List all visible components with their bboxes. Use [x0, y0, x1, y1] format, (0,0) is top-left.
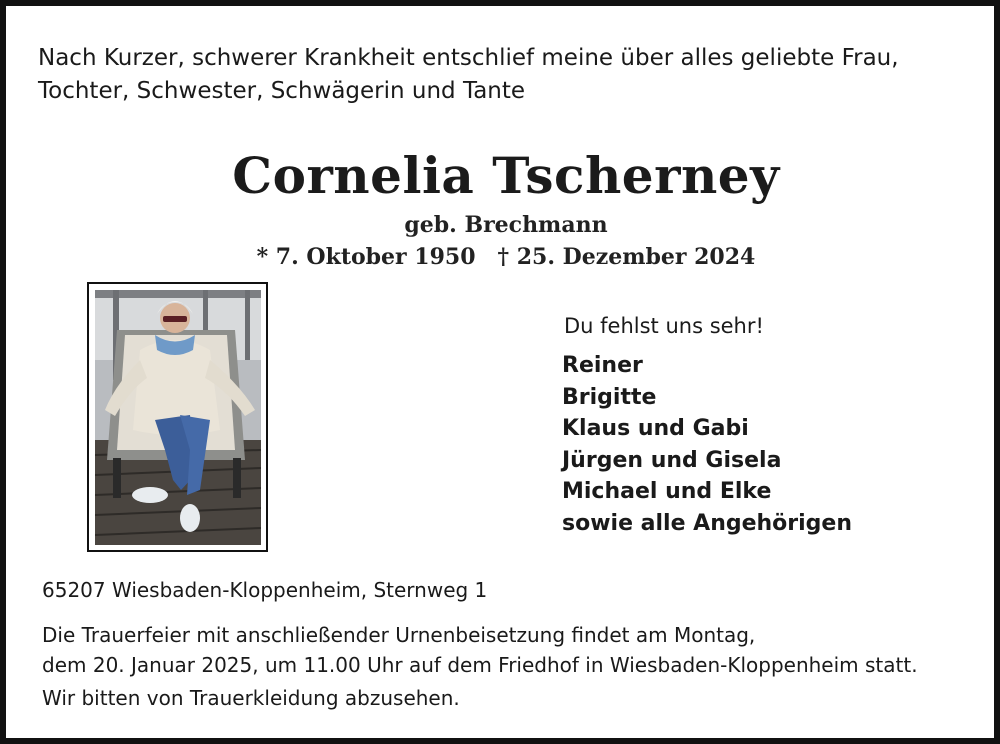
portrait-photo [87, 282, 268, 552]
intro-text [38, 42, 958, 108]
deceased-name: Cornelia Tscherney [232, 146, 780, 205]
maiden-name: geb. Brechmann [404, 212, 608, 238]
dress-request: Wir bitten von Trauerkleidung abzusehen. [42, 686, 460, 710]
motto-text: Du fehlst uns sehr! [564, 314, 764, 338]
mourner-name: Michael und Elke [562, 479, 772, 505]
intro-line-1: Nach Kurzer, schwerer Krankheit entschlief meine über alles geliebte Frau, [38, 45, 899, 71]
ceremony-line-1: Die Trauerfeier mit anschließender Urnenbeisetzung findet am Montag, [42, 623, 756, 647]
death-date: † 25. Dezember 2024 [497, 244, 756, 270]
mourner-name: sowie alle Angehörigen [562, 510, 853, 536]
mourner-name: Jürgen und Gisela [562, 447, 782, 473]
intro-line-2: Tochter, Schwester, Schwägerin und Tante [38, 78, 526, 104]
portrait-image [95, 290, 261, 545]
mourner-name: Reiner [562, 353, 643, 378]
address-line: 65207 Wiesbaden-Kloppenheim, Sternweg 1 [42, 578, 488, 602]
birth-date: * 7. Oktober 1950 [256, 244, 476, 270]
mourner-name: Brigitte [562, 384, 657, 410]
ceremony-text [42, 620, 972, 680]
ceremony-line-2: dem 20. Januar 2025, um 11.00 Uhr auf dem Friedhof in Wiesbaden-Kloppenheim statt. [42, 653, 918, 677]
life-dates [6, 244, 1000, 270]
mourner-name: Klaus und Gabi [562, 416, 749, 442]
mourners-list [562, 350, 852, 540]
